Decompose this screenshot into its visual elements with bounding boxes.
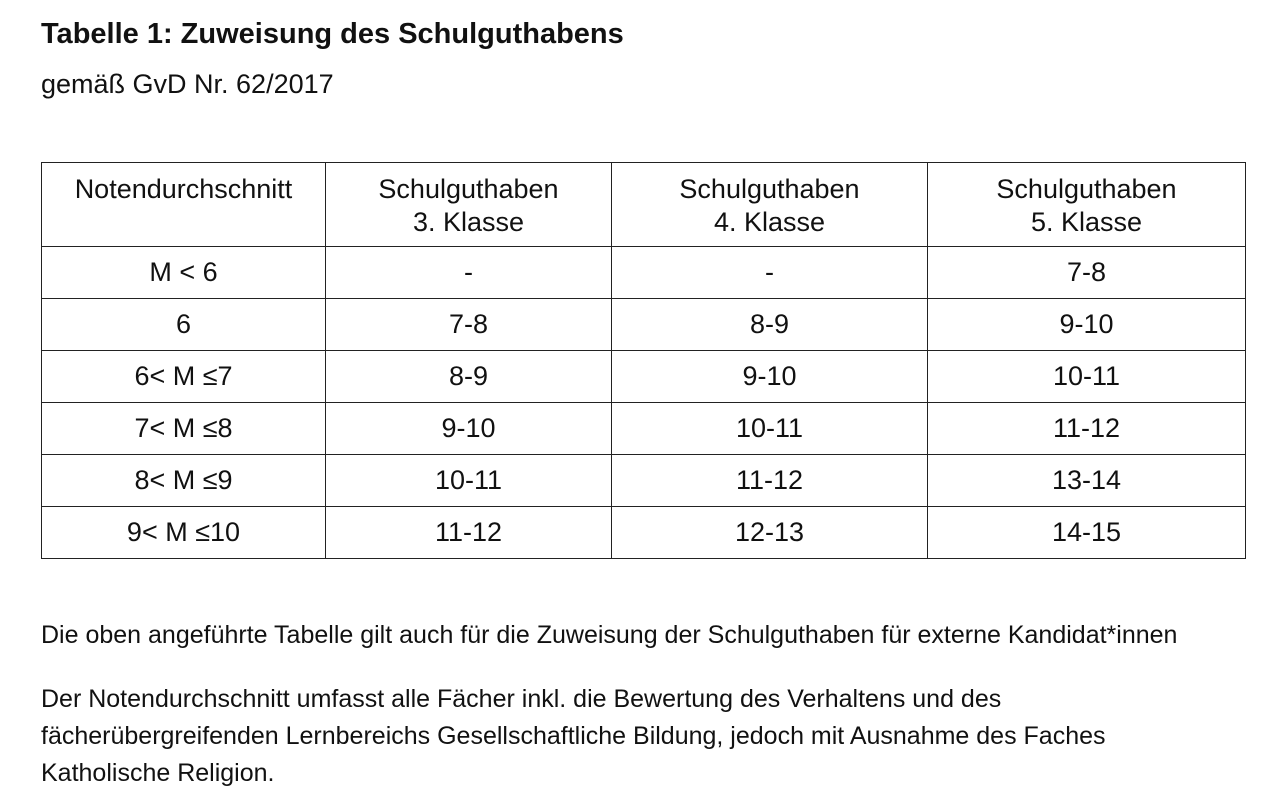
table-body — [42, 247, 1246, 559]
cell-class-4: 12-13 — [612, 507, 928, 559]
cell-average: 9< M ≤10 — [42, 507, 326, 559]
note-grade-average-line3: Katholische Religion. — [41, 759, 275, 787]
table-header — [42, 163, 1246, 247]
cell-class-4: 10-11 — [612, 403, 928, 455]
header-class-3-line2: 3. Klasse — [412, 207, 525, 237]
cell-class-3: - — [326, 247, 612, 299]
cell-average: M < 6 — [42, 247, 326, 299]
cell-class-4: 8-9 — [612, 299, 928, 351]
cell-average: 8< M ≤9 — [42, 455, 326, 507]
cell-class-3: 8-9 — [326, 351, 612, 403]
header-class-3-line1: Schulguthaben — [378, 174, 559, 204]
table-row — [42, 455, 1246, 507]
header-class-4-line2: 4. Klasse — [713, 207, 826, 237]
cell-average: 6 — [42, 299, 326, 351]
table-row — [42, 351, 1246, 403]
cell-class-5: 11-12 — [928, 403, 1246, 455]
cell-class-5: 10-11 — [928, 351, 1246, 403]
cell-average: 7< M ≤8 — [42, 403, 326, 455]
cell-average: 6< M ≤7 — [42, 351, 326, 403]
cell-class-3: 9-10 — [326, 403, 612, 455]
header-class-5-line2: 5. Klasse — [1030, 207, 1143, 237]
cell-class-3: 10-11 — [326, 455, 612, 507]
cell-class-4: - — [612, 247, 928, 299]
cell-class-5: 7-8 — [928, 247, 1246, 299]
cell-class-4: 11-12 — [612, 455, 928, 507]
cell-class-3: 11-12 — [326, 507, 612, 559]
cell-class-3: 7-8 — [326, 299, 612, 351]
cell-class-4: 9-10 — [612, 351, 928, 403]
header-row — [42, 163, 1246, 247]
credit-table — [41, 162, 1246, 559]
table-row — [42, 247, 1246, 299]
cell-class-5: 9-10 — [928, 299, 1246, 351]
header-class-4-line1: Schulguthaben — [679, 174, 860, 204]
note-grade-average-line1: Der Notendurchschnitt umfasst alle Fächer inkl. die Bewertung des Verhaltens und des — [41, 685, 1002, 713]
document-title: Tabelle 1: Zuweisung des Schulguthabens — [41, 18, 624, 50]
header-average-label: Notendurchschnitt — [74, 174, 293, 204]
cell-class-5: 14-15 — [928, 507, 1246, 559]
header-average — [42, 163, 326, 247]
header-class-4 — [612, 163, 928, 247]
document-subtitle: gemäß GvD Nr. 62/2017 — [41, 69, 334, 99]
table-row — [42, 299, 1246, 351]
header-class-5 — [928, 163, 1246, 247]
header-class-5-line1: Schulguthaben — [996, 174, 1177, 204]
table-row — [42, 403, 1246, 455]
note-external-candidates: Die oben angeführte Tabelle gilt auch für die Zuweisung der Schulguthaben für externe Kandidat*innen — [41, 621, 1178, 649]
header-class-3 — [326, 163, 612, 247]
note-grade-average-line2: fächerübergreifenden Lernbereichs Gesellschaftliche Bildung, jedoch mit Ausnahme des Faches — [41, 722, 1106, 750]
table-row — [42, 507, 1246, 559]
note-grade-average — [41, 681, 1106, 792]
cell-class-5: 13-14 — [928, 455, 1246, 507]
